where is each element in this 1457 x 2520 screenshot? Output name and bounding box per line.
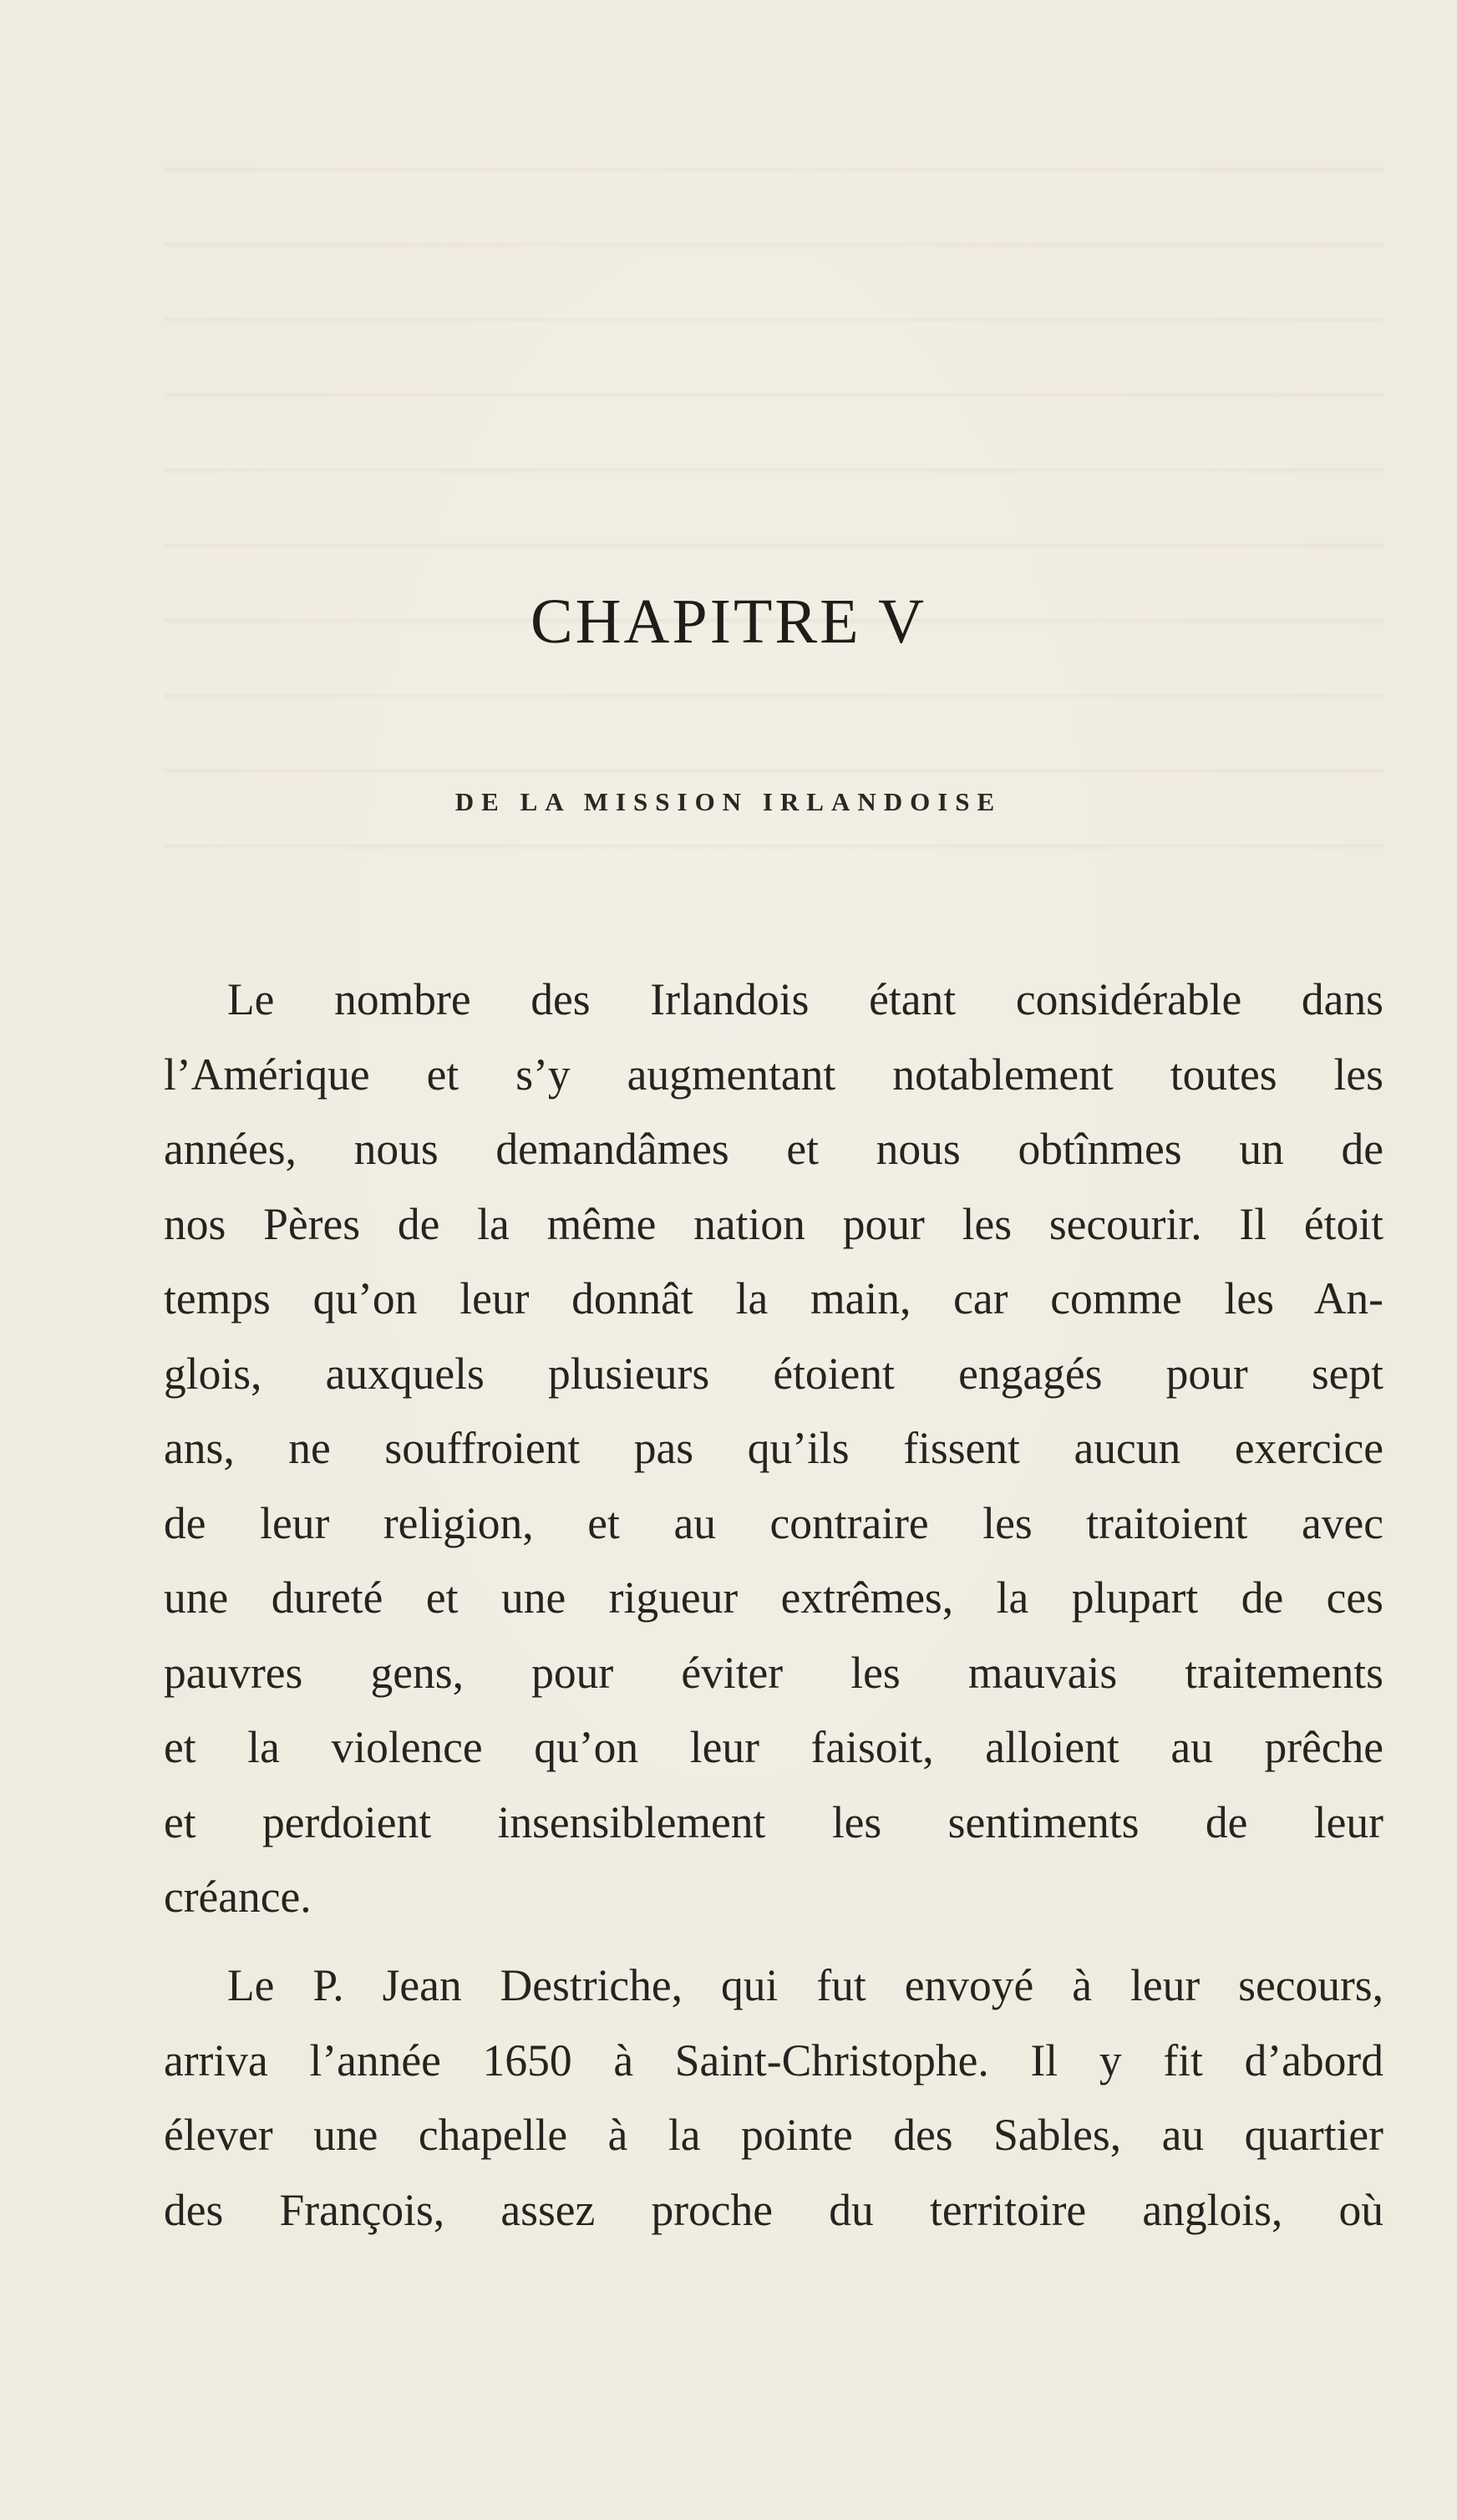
text-line: l’Amérique et s’y augmentant notablement toutes les xyxy=(164,1049,1383,1100)
text-line: créance. xyxy=(164,1872,312,1922)
text-line: élever une chapelle à la pointe des Sables, au quartier xyxy=(164,2110,1383,2160)
text-line: et perdoient insensiblement les sentiments de leur xyxy=(164,1796,1383,1847)
text-line: des François, assez proche du territoire anglois, où xyxy=(164,2184,1383,2235)
paragraph-2 xyxy=(164,1948,1383,2248)
text-line: nos Pères de la même nation pour les secourir. Il étoit xyxy=(164,1198,1383,1249)
text-line: et la violence qu’on leur faisoit, alloient au prêche xyxy=(164,1722,1383,1772)
text-line: ans, ne souffroient pas qu’ils fissent aucun exercice xyxy=(164,1423,1383,1473)
text-line: arriva l’année 1650 à Saint-Christophe. Il y fit d’abord xyxy=(164,2035,1383,2086)
chapter-title: CHAPITRE V xyxy=(530,587,927,657)
paragraph-1 xyxy=(164,963,1383,1935)
text-line: une dureté et une rigueur extrêmes, la plupart de ces xyxy=(164,1572,1383,1623)
text-line: de leur religion, et au contraire les traitoient avec xyxy=(164,1497,1383,1548)
text-line: pauvres gens, pour éviter les mauvais traitements xyxy=(164,1647,1383,1698)
text-line: Le nombre des Irlandois étant considérable dans xyxy=(227,974,1383,1024)
bleed-through-text xyxy=(164,117,1383,852)
text-line: Le P. Jean Destriche, qui fut envoyé à leur secours, xyxy=(227,1960,1383,2010)
text-line: glois, auxquels plusieurs étoient engagés pour sept xyxy=(164,1348,1383,1399)
text-line: temps qu’on leur donnât la main, car comme les An- xyxy=(164,1273,1383,1324)
chapter-subtitle: DE LA MISSION IRLANDOISE xyxy=(454,787,1003,816)
text-line: années, nous demandâmes et nous obtînmes un de xyxy=(164,1124,1383,1174)
